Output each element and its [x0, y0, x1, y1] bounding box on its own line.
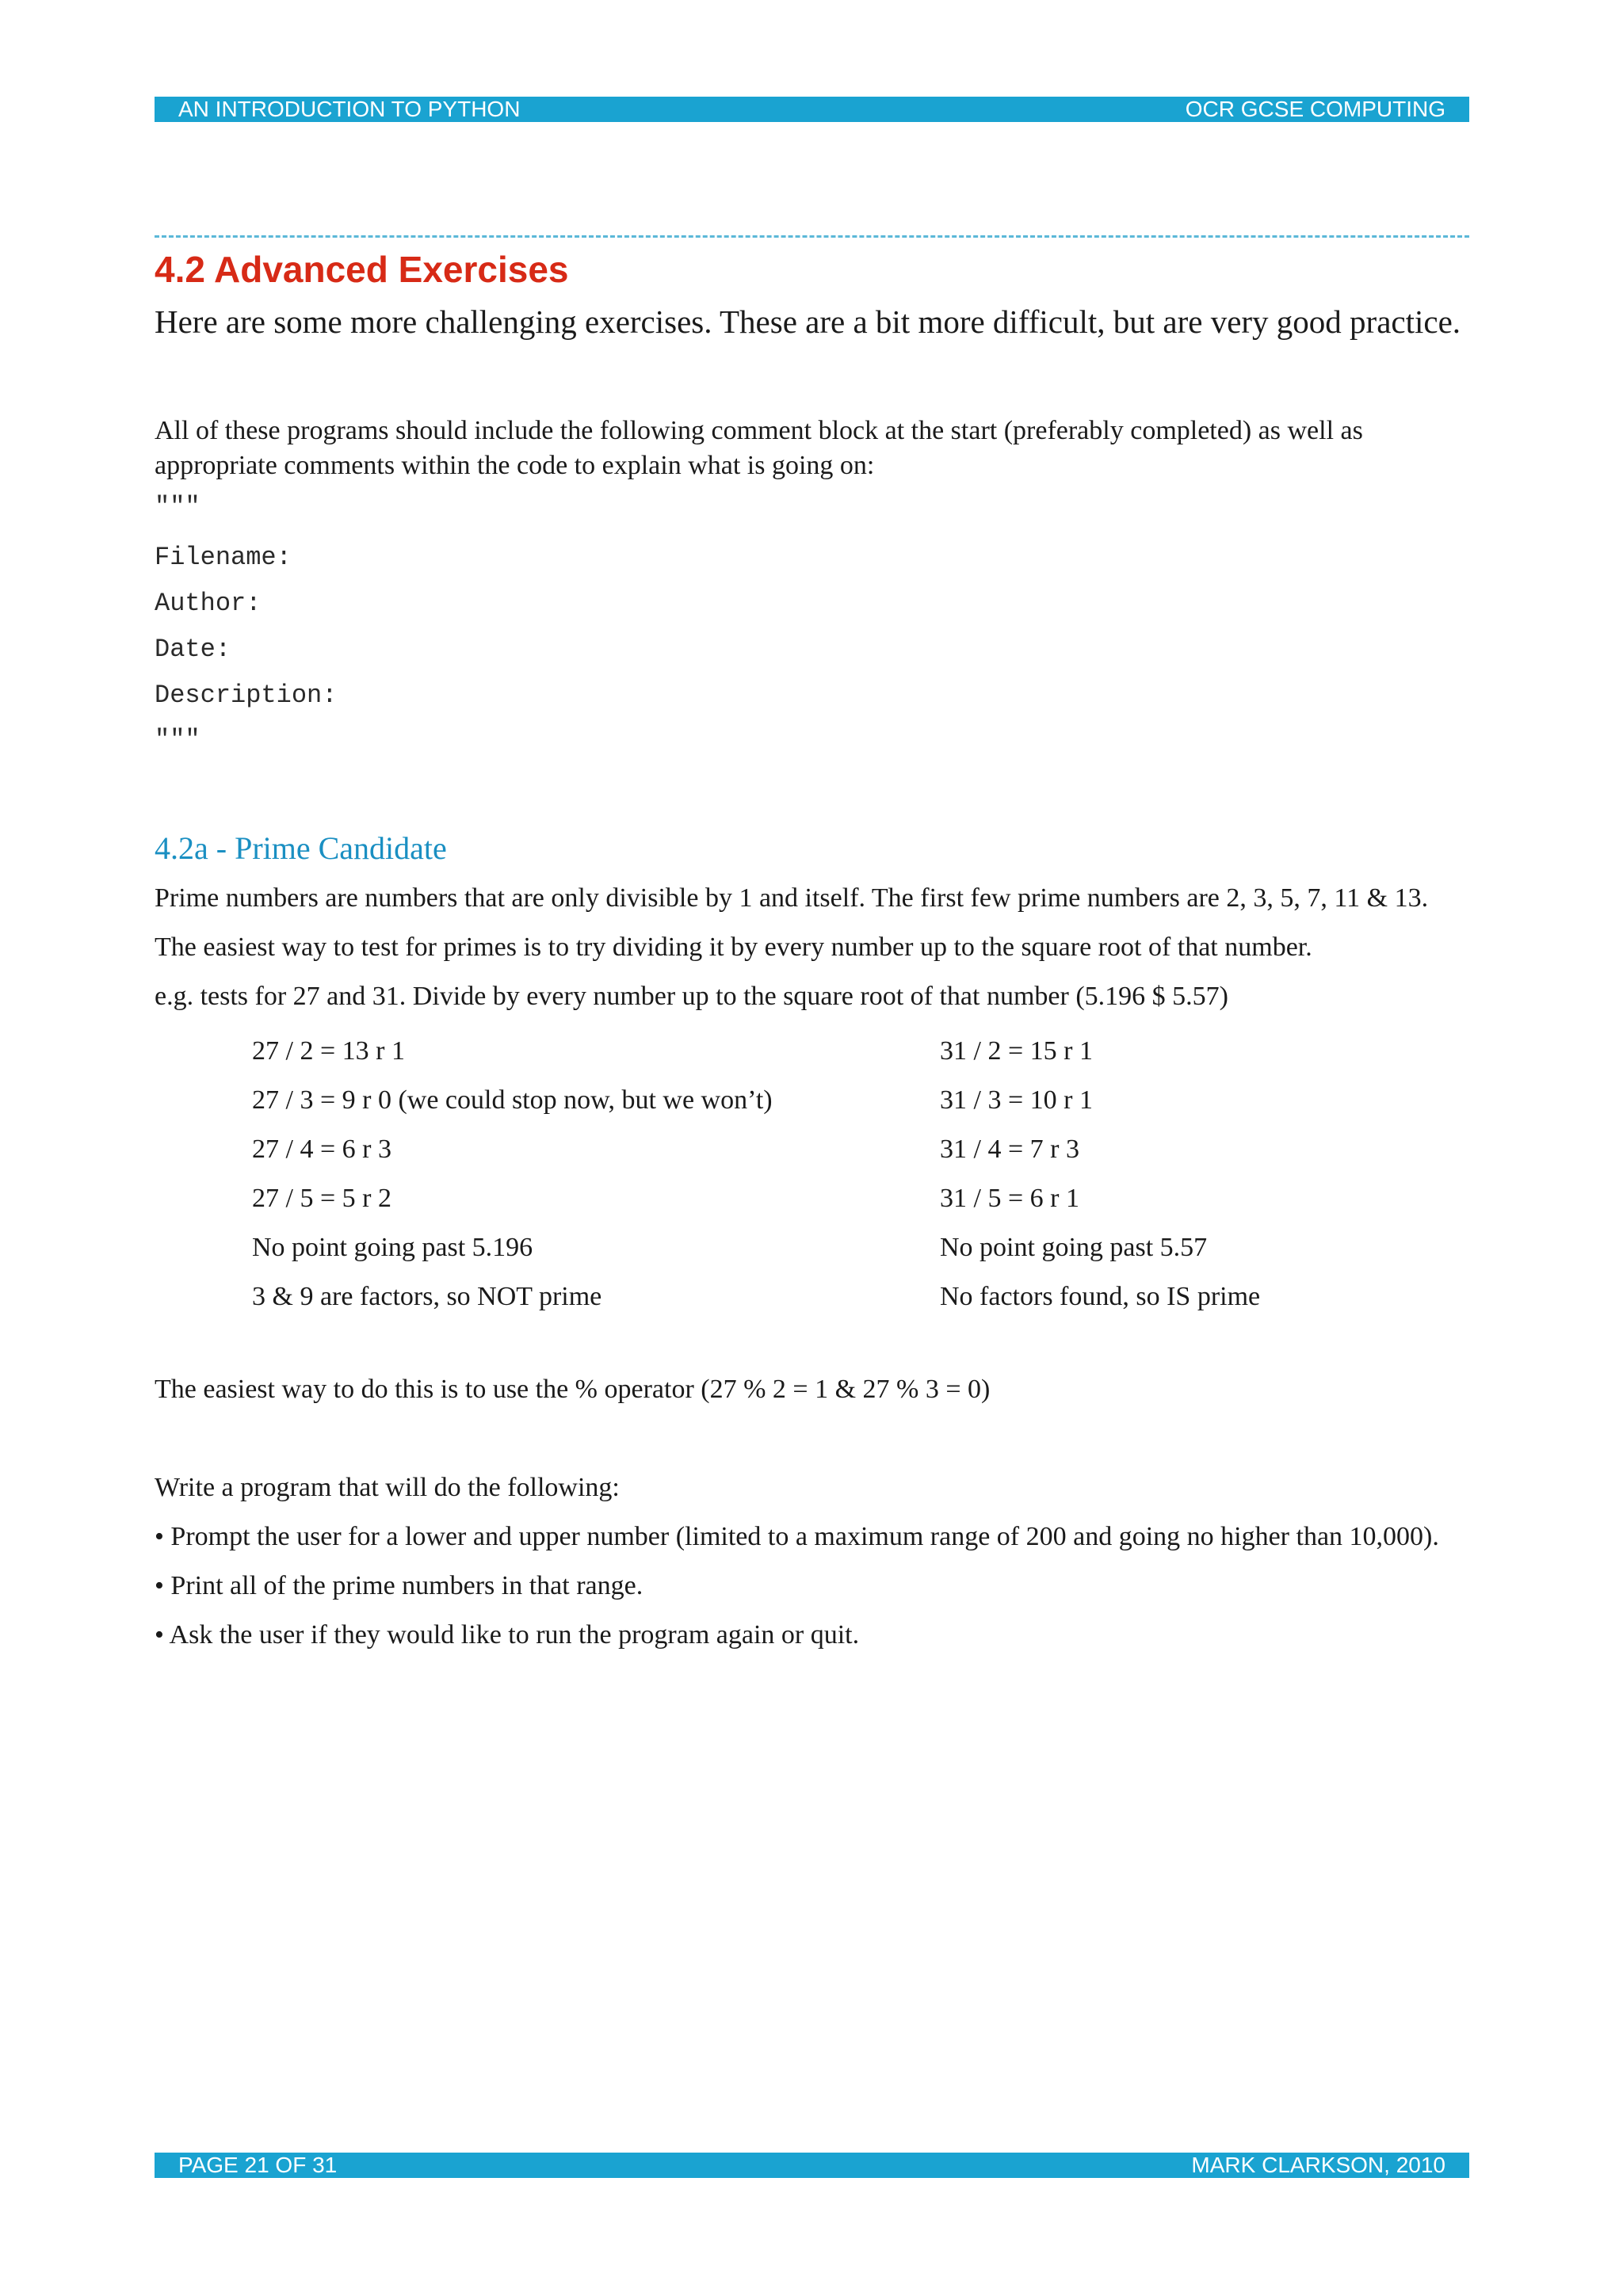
section-divider	[155, 235, 1469, 238]
division-note: No point going past 5.57	[940, 1233, 1208, 1262]
comment-intro: All of these programs should include the following comment block at the start (preferably completed) as well as appropriate comments within the code to explain what is going on:	[155, 416, 1363, 480]
page-number: PAGE 21 OF 31	[178, 2153, 338, 2177]
exercise-title: 4.2a - Prime Candidate	[155, 830, 447, 866]
header-right: OCR GCSE COMPUTING	[1185, 97, 1445, 121]
division-line: 27 / 3 = 9 r 0 (we could stop now, but we won’t)	[252, 1085, 773, 1115]
task-item: • Print all of the prime numbers in that range.	[155, 1569, 1470, 1604]
worked-example-31	[940, 1027, 1260, 1322]
header-left: AN INTRODUCTION TO PYTHON	[178, 97, 521, 121]
comment-block-line: Author:	[155, 589, 262, 618]
comment-block-line: """	[155, 492, 200, 521]
division-line: 31 / 5 = 6 r 1	[940, 1184, 1079, 1213]
task-item: • Prompt the user for a lower and upper number (limited to a maximum range of 200 and going no higher than 10,000).	[155, 1520, 1470, 1554]
exercise-paragraph-1: Prime numbers are numbers that are only divisible by 1 and itself. The first few prime numbers are 2, 3, 5, 7, 11 & 13.	[155, 883, 1429, 913]
comment-block-line: Date:	[155, 635, 231, 664]
exercise-paragraph-2: The easiest way to test for primes is to try dividing it by every number up to the square root of that number.	[155, 933, 1312, 962]
comment-block-line: """	[155, 725, 200, 754]
header-bar	[155, 97, 1469, 122]
comment-block-line: Description:	[155, 681, 338, 710]
division-line: 27 / 4 = 6 r 3	[252, 1135, 391, 1164]
task-item: • Ask the user if they would like to run the program again or quit.	[155, 1618, 1470, 1653]
task-intro: Write a program that will do the following:	[155, 1473, 620, 1502]
comment-block-line: Filename:	[155, 543, 292, 572]
division-conclusion: 3 & 9 are factors, so NOT prime	[252, 1282, 602, 1311]
author-credit: MARK CLARKSON, 2010	[1191, 2153, 1445, 2177]
division-line: 27 / 5 = 5 r 2	[252, 1184, 391, 1213]
worked-example-27	[252, 1027, 773, 1322]
section-intro: Here are some more challenging exercises. These are a bit more difficult, but are very good practice.	[155, 303, 1461, 340]
exercise-paragraph-3: e.g. tests for 27 and 31. Divide by every number up to the square root of that number (5.196 $ 5.57)	[155, 982, 1228, 1011]
footer-bar	[155, 2153, 1469, 2178]
division-line: 27 / 2 = 13 r 1	[252, 1036, 405, 1066]
modulo-hint: The easiest way to do this is to use the % operator (27 % 2 = 1 & 27 % 3 = 0)	[155, 1375, 991, 1404]
section-title: 4.2 Advanced Exercises	[155, 249, 569, 290]
division-line: 31 / 2 = 15 r 1	[940, 1036, 1093, 1066]
division-line: 31 / 3 = 10 r 1	[940, 1085, 1093, 1115]
division-note: No point going past 5.196	[252, 1233, 533, 1262]
division-conclusion: No factors found, so IS prime	[940, 1282, 1261, 1311]
division-line: 31 / 4 = 7 r 3	[940, 1135, 1079, 1164]
